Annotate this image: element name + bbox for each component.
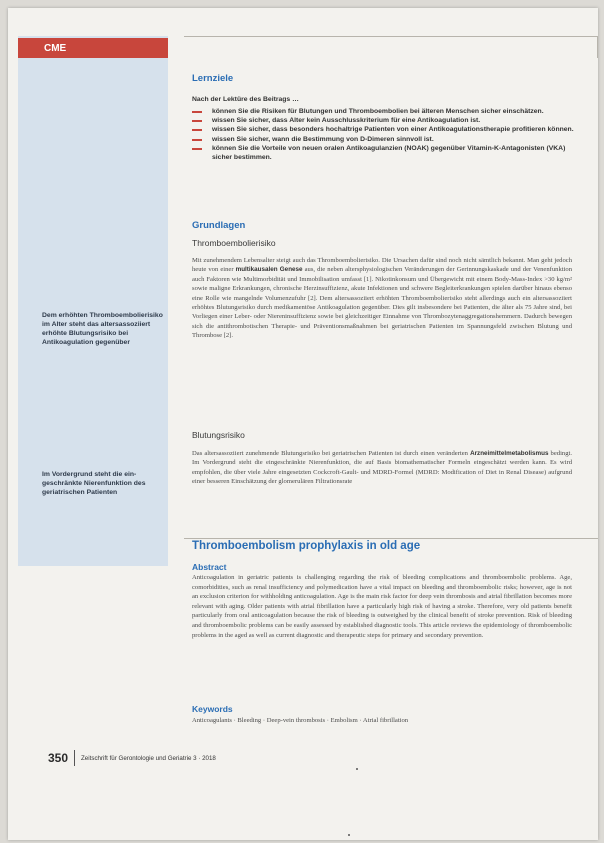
blutung-subheading: Blutungsrisiko [192, 430, 245, 440]
footer-divider [74, 750, 75, 766]
margin-note-2: Im Vordergrund steht die eingeschränkte Nierenfunktion des geriatrischen Patienten [42, 471, 146, 496]
scan-speck [348, 834, 350, 836]
page-number: 350 [48, 751, 69, 765]
bullet-dash-icon [192, 148, 202, 150]
bullet-dash-icon [192, 120, 202, 122]
thrombo-paragraph: Mit zunehmendem Lebensalter steigt auch das Thromboembolierisiko. Die Ursachen dafür sind noch nicht sämtlich bekannt. Man geht jedoch heute von einer multikausalen Genese aus, die neben altersphysiologischen Veränderungen der Gerinnungskaskade und der Venenfunktion auch Faktoren wie Multimorbidität und Immobilisation umfasst [1]. Nikotinkonsum und Übergewicht mit einem Body-Mass-Index >30 kg/m² sowie maligne Erkrankungen, chronische Herzinsuffizienz, akute Infektionen und schwere Begleiterkrankungen spielen darüber hinaus ebenso eine Rolle wie mangelnde Volumenzufuhr [2]. Dem altersassoziiert erhöhten Thromboembolierisiko steht allerdings auch ein altersassoziiert erhöhtes Blutungsrisiko durch medikamentöse Antikoagulation gegenüber. Dies gilt insbesondere bei Patienten, die älter als 75 Jahre sind, bei Vorliegen einer Leber- oder Niereninsuffizienz sowie bei gleichzeitiger Einnahme von Thrombozytenaggregationshemmern. Dadurch bewegen sich die antithrombotischen Therapie- und Präventionsmaßnahmen bei geriatrischen Patienten im Spannungsfeld zwischen Blutung und Thrombose [2]. [192, 257, 572, 340]
keywords-heading: Keywords [192, 704, 233, 714]
keywords-text: Anticoagulants · Bleeding · Deep-vein thrombosis · Embolism · Atrial fibrillation [192, 717, 409, 724]
list-item: wissen Sie sicher, dass besonders hochaltrige Patienten von einer Antikoagulationstherapie profitieren können. [192, 125, 582, 134]
thrombo-subheading: Thromboembolierisiko [192, 238, 276, 248]
scan-speck [356, 768, 358, 770]
list-item: wissen Sie sicher, dass Alter kein Ausschlusskriterium für eine Antikoagulation ist. [192, 116, 582, 125]
blutung-paragraph: Das altersassoziiert zunehmende Blutungsrisiko bei geriatrischen Patienten ist durch einen veränderten Arzneimittelmetabolismus bedingt. Im Vordergrund steht die eingeschränkte Nierenfunktion, die auf Basis biomathematischer Formeln eingeschätzt werden kann. Es wird empfohlen, die über viele Jahre eingesetzten Cockcroft-Gault- und MDRD-Formel (MDRD: Modification of Diet in Renal Disease) aufgrund einer besseren Einschätzung der glomerulären Filtrationsrate [192, 450, 572, 486]
abstract-heading: Abstract [192, 562, 227, 572]
english-title: Thromboembolism prophylaxis in old age [192, 540, 421, 552]
bullet-dash-icon [192, 111, 202, 113]
section-divider [184, 526, 598, 539]
lernziele-intro: Nach der Lektüre des Beitrags … [192, 96, 299, 103]
list-item: können Sie die Risiken für Blutungen und Thromboembolien bei älteren Menschen sicher einschätzen. [192, 107, 582, 116]
page-footer [48, 750, 216, 766]
margin-note-1: Dem erhöhten Thromboembolierisiko im Alter steht das altersassoziiert erhöhte Blutungsrisiko bei Antikoagulation gegenüber [42, 312, 163, 346]
list-item: können Sie die Vorteile von neuen oralen Antikoagulanzien (NOAK) gegenüber Vitamin-K-Antagonisten (VKA) sicher bestimmen. [192, 144, 582, 162]
bullet-dash-icon [192, 129, 202, 131]
grundlagen-heading: Grundlagen [192, 220, 246, 231]
section-tag: CME [18, 38, 168, 58]
list-item: wissen Sie sicher, wann die Bestimmung von D-Dimeren sinnvoll ist. [192, 135, 582, 144]
journal-page [8, 8, 598, 840]
header-rule [184, 36, 598, 58]
lernziele-heading: Lernziele [192, 73, 234, 84]
bullet-dash-icon [192, 139, 202, 141]
lernziele-list [192, 107, 582, 162]
abstract-text: Anticoagulation in geriatric patients is challenging regarding the risk of bleeding complications and thromboembolic problems. Age, comorbidities, such as renal insufficiency and polymedication have a vital impact on bleeding and thromboembolic risks; however, age is not an exclusion criterion for withholding anticoagulation. Age is the main risk factor for deep vein thrombosis and atrial fibrillation becomes more relevant with aging. Older patients with atrial fibrillation have a particularly high risk of having a stroke. Therefore, very old patients benefit particularly from oral anticoagulation because the risk of bleeding is outweighed by the clinical benefit of stroke prevention. Risk of bleeding and thromboembolic problems can be easily assessed by established diagnostic tools. This article reviews the epidemiology of thromboembolic problems in the aged as well as current diagnostic and therapeutic steps for primary and secondary prevention. [192, 574, 572, 639]
journal-citation: Zeitschrift für Gerontologie und Geriatrie 3 · 2018 [81, 754, 216, 762]
